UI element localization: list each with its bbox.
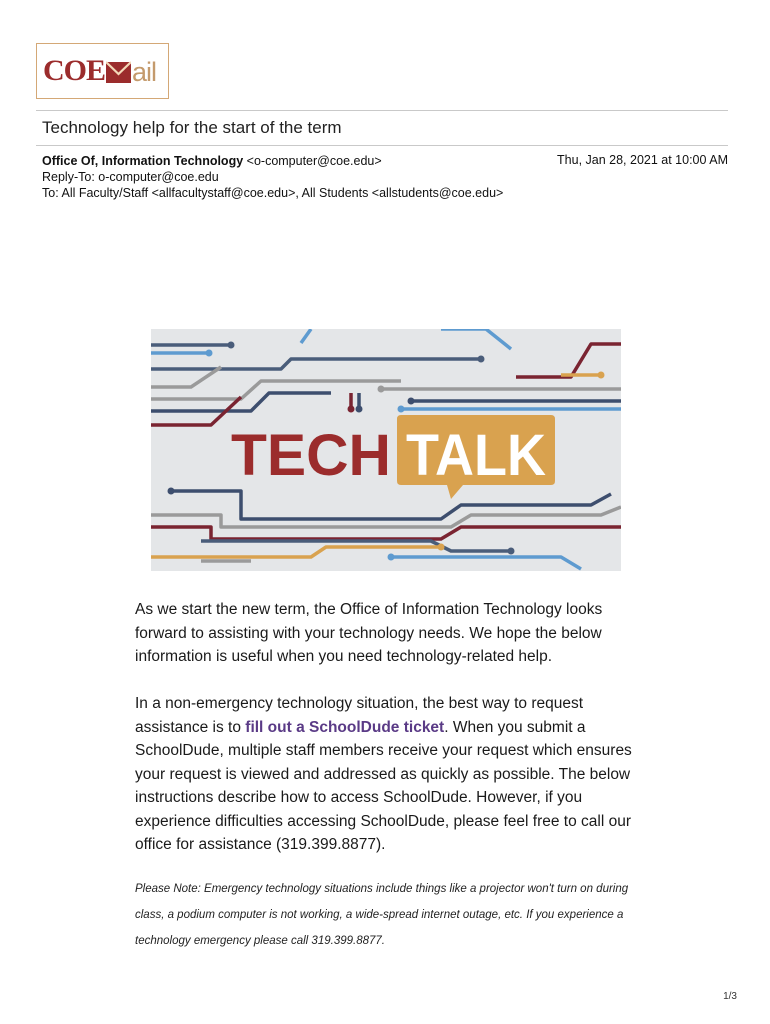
envelope-m-icon bbox=[106, 61, 131, 83]
coemail-logo bbox=[36, 43, 169, 99]
reply-to-line bbox=[42, 169, 219, 185]
email-date: Thu, Jan 28, 2021 at 10:00 AM bbox=[557, 153, 728, 167]
page-number: 1/3 bbox=[723, 991, 737, 1002]
schooldude-ticket-link[interactable]: fill out a SchoolDude ticket bbox=[245, 718, 445, 736]
sender-name[interactable]: Office Of, Information Technology bbox=[42, 154, 244, 168]
email-subject: Technology help for the start of the term bbox=[42, 118, 342, 137]
logo-ail-text: ail bbox=[132, 57, 157, 87]
paragraph-text-end: . When you submit a SchoolDude, multiple staff members receive your request which ensures your request is viewed and addressed as quickly as possible. The below instructions describe how to access SchoolDude. However, if you experience difficulties accessing SchoolDude, please feel free to call our office for assistance (319.399.8877). bbox=[135, 718, 632, 853]
to-label: To: bbox=[42, 186, 59, 200]
to-recipients[interactable]: All Faculty/Staff <allfacultystaff@coe.edu>, All Students <allstudents@coe.edu> bbox=[61, 186, 504, 200]
header-divider bbox=[36, 110, 728, 111]
intro-paragraph: As we start the new term, the Office of Information Technology looks forward to assisting with your technology needs. We hope the below information is useful when you need technology-related help. bbox=[135, 601, 603, 665]
tech-talk-banner bbox=[151, 329, 621, 571]
reply-to-label: Reply-To: bbox=[42, 170, 95, 184]
schooldude-paragraph bbox=[135, 692, 645, 857]
subject-divider bbox=[36, 145, 728, 146]
emergency-note: Please Note: Emergency technology situations include things like a projector won't turn on during class, a podium computer is not working, a wide-spread internet outage, etc. If you experience a technology emergency please call 319.399.8877. bbox=[135, 883, 629, 947]
paragraph-text-start: In a non-emergency technology situation, the best way to request assistance is to bbox=[135, 695, 584, 736]
banner-word-talk: TALK bbox=[406, 423, 547, 488]
sender-address[interactable]: <o-computer@coe.edu> bbox=[246, 154, 382, 168]
circuit-lines-graphic bbox=[151, 329, 621, 571]
to-line bbox=[42, 185, 503, 201]
logo-coe-text: COE bbox=[43, 54, 106, 87]
from-line bbox=[42, 153, 382, 169]
banner-word-tech: TECH bbox=[231, 423, 391, 488]
reply-to-address[interactable]: o-computer@coe.edu bbox=[98, 170, 219, 184]
